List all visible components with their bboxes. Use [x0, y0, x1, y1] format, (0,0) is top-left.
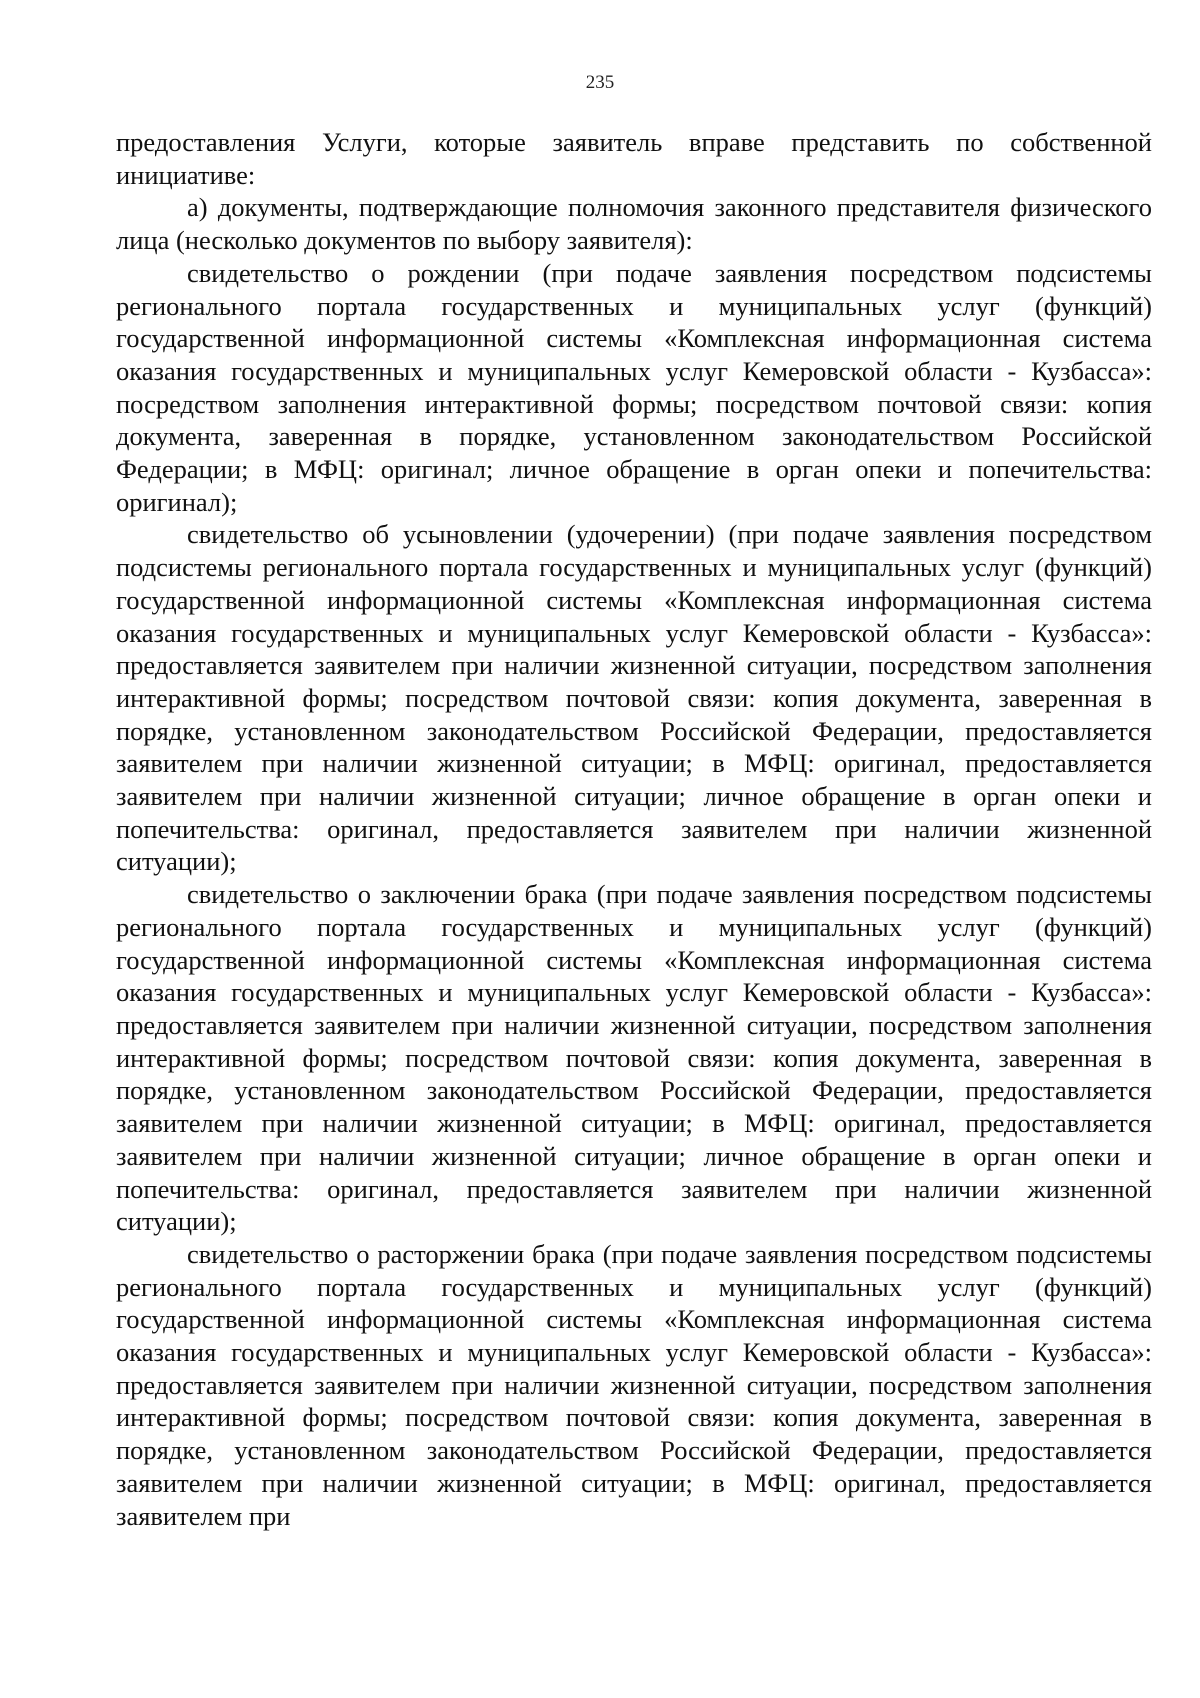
paragraph: свидетельство о рождении (при подаче заявления посредством подсистемы регионального портала государственных и муниципальных услуг (функций) государственной информационной системы «Комплексная информационная система оказания государственных и муниципальных услуг Кемеровской области - Кузбасса»: посредством заполнения интерактивной формы; посредством почтовой связи: копия документа, заверенная в порядке, установленном законодательством Российской Федерации; в МФЦ: оригинал; личное обращение в орган опеки и попечительства: оригинал);: [116, 257, 1152, 517]
paragraph: свидетельство о расторжении брака (при подаче заявления посредством подсистемы регионального портала государственных и муниципальных услуг (функций) государственной информационной системы «Комплексная информационная система оказания государственных и муниципальных услуг Кемеровской области - Кузбасса»: предоставляется заявителем при наличии жизненной ситуации, посредством заполнения интерактивной формы; посредством почтовой связи: копия документа, заверенная в порядке, установленном законодательством Российской Федерации, предоставляется заявителем при наличии жизненной ситуации; в МФЦ: оригинал, предоставляется заявителем при: [116, 1238, 1152, 1531]
paragraph: а) документы, подтверждающие полномочия законного представителя физического лица (несколько документов по выбору заявителя):: [116, 192, 1152, 256]
paragraph: свидетельство о заключении брака (при подаче заявления посредством подсистемы регионального портала государственных и муниципальных услуг (функций) государственной информационной системы «Комплексная информационная система оказания государственных и муниципальных услуг Кемеровской области - Кузбасса»: предоставляется заявителем при наличии жизненной ситуации, посредством заполнения интерактивной формы; посредством почтовой связи: копия документа, заверенная в порядке, установленном законодательством Российской Федерации, предоставляется заявителем при наличии жизненной ситуации; в МФЦ: оригинал, предоставляется заявителем при наличии жизненной ситуации; личное обращение в орган опеки и попечительства: оригинал, предоставляется заявителем при наличии жизненной ситуации);: [116, 879, 1152, 1237]
paragraph: свидетельство об усыновлении (удочерении) (при подаче заявления посредством подсистемы регионального портала государственных и муниципальных услуг (функций) государственной информационной системы «Комплексная информационная система оказания государственных и муниципальных услуг Кемеровской области - Кузбасса»: предоставляется заявителем при наличии жизненной ситуации, посредством заполнения интерактивной формы; посредством почтовой связи: копия документа, заверенная в порядке, установленном законодательством Российской Федерации, предоставляется заявителем при наличии жизненной ситуации; в МФЦ: оригинал, предоставляется заявителем при наличии жизненной ситуации; личное обращение в орган опеки и попечительства: оригинал, предоставляется заявителем при наличии жизненной ситуации);: [116, 519, 1152, 877]
paragraph: предоставления Услуги, которые заявитель вправе представить по собственной инициативе:: [116, 127, 1152, 190]
document-body: [116, 126, 1152, 1532]
page-number: 235: [585, 72, 615, 93]
